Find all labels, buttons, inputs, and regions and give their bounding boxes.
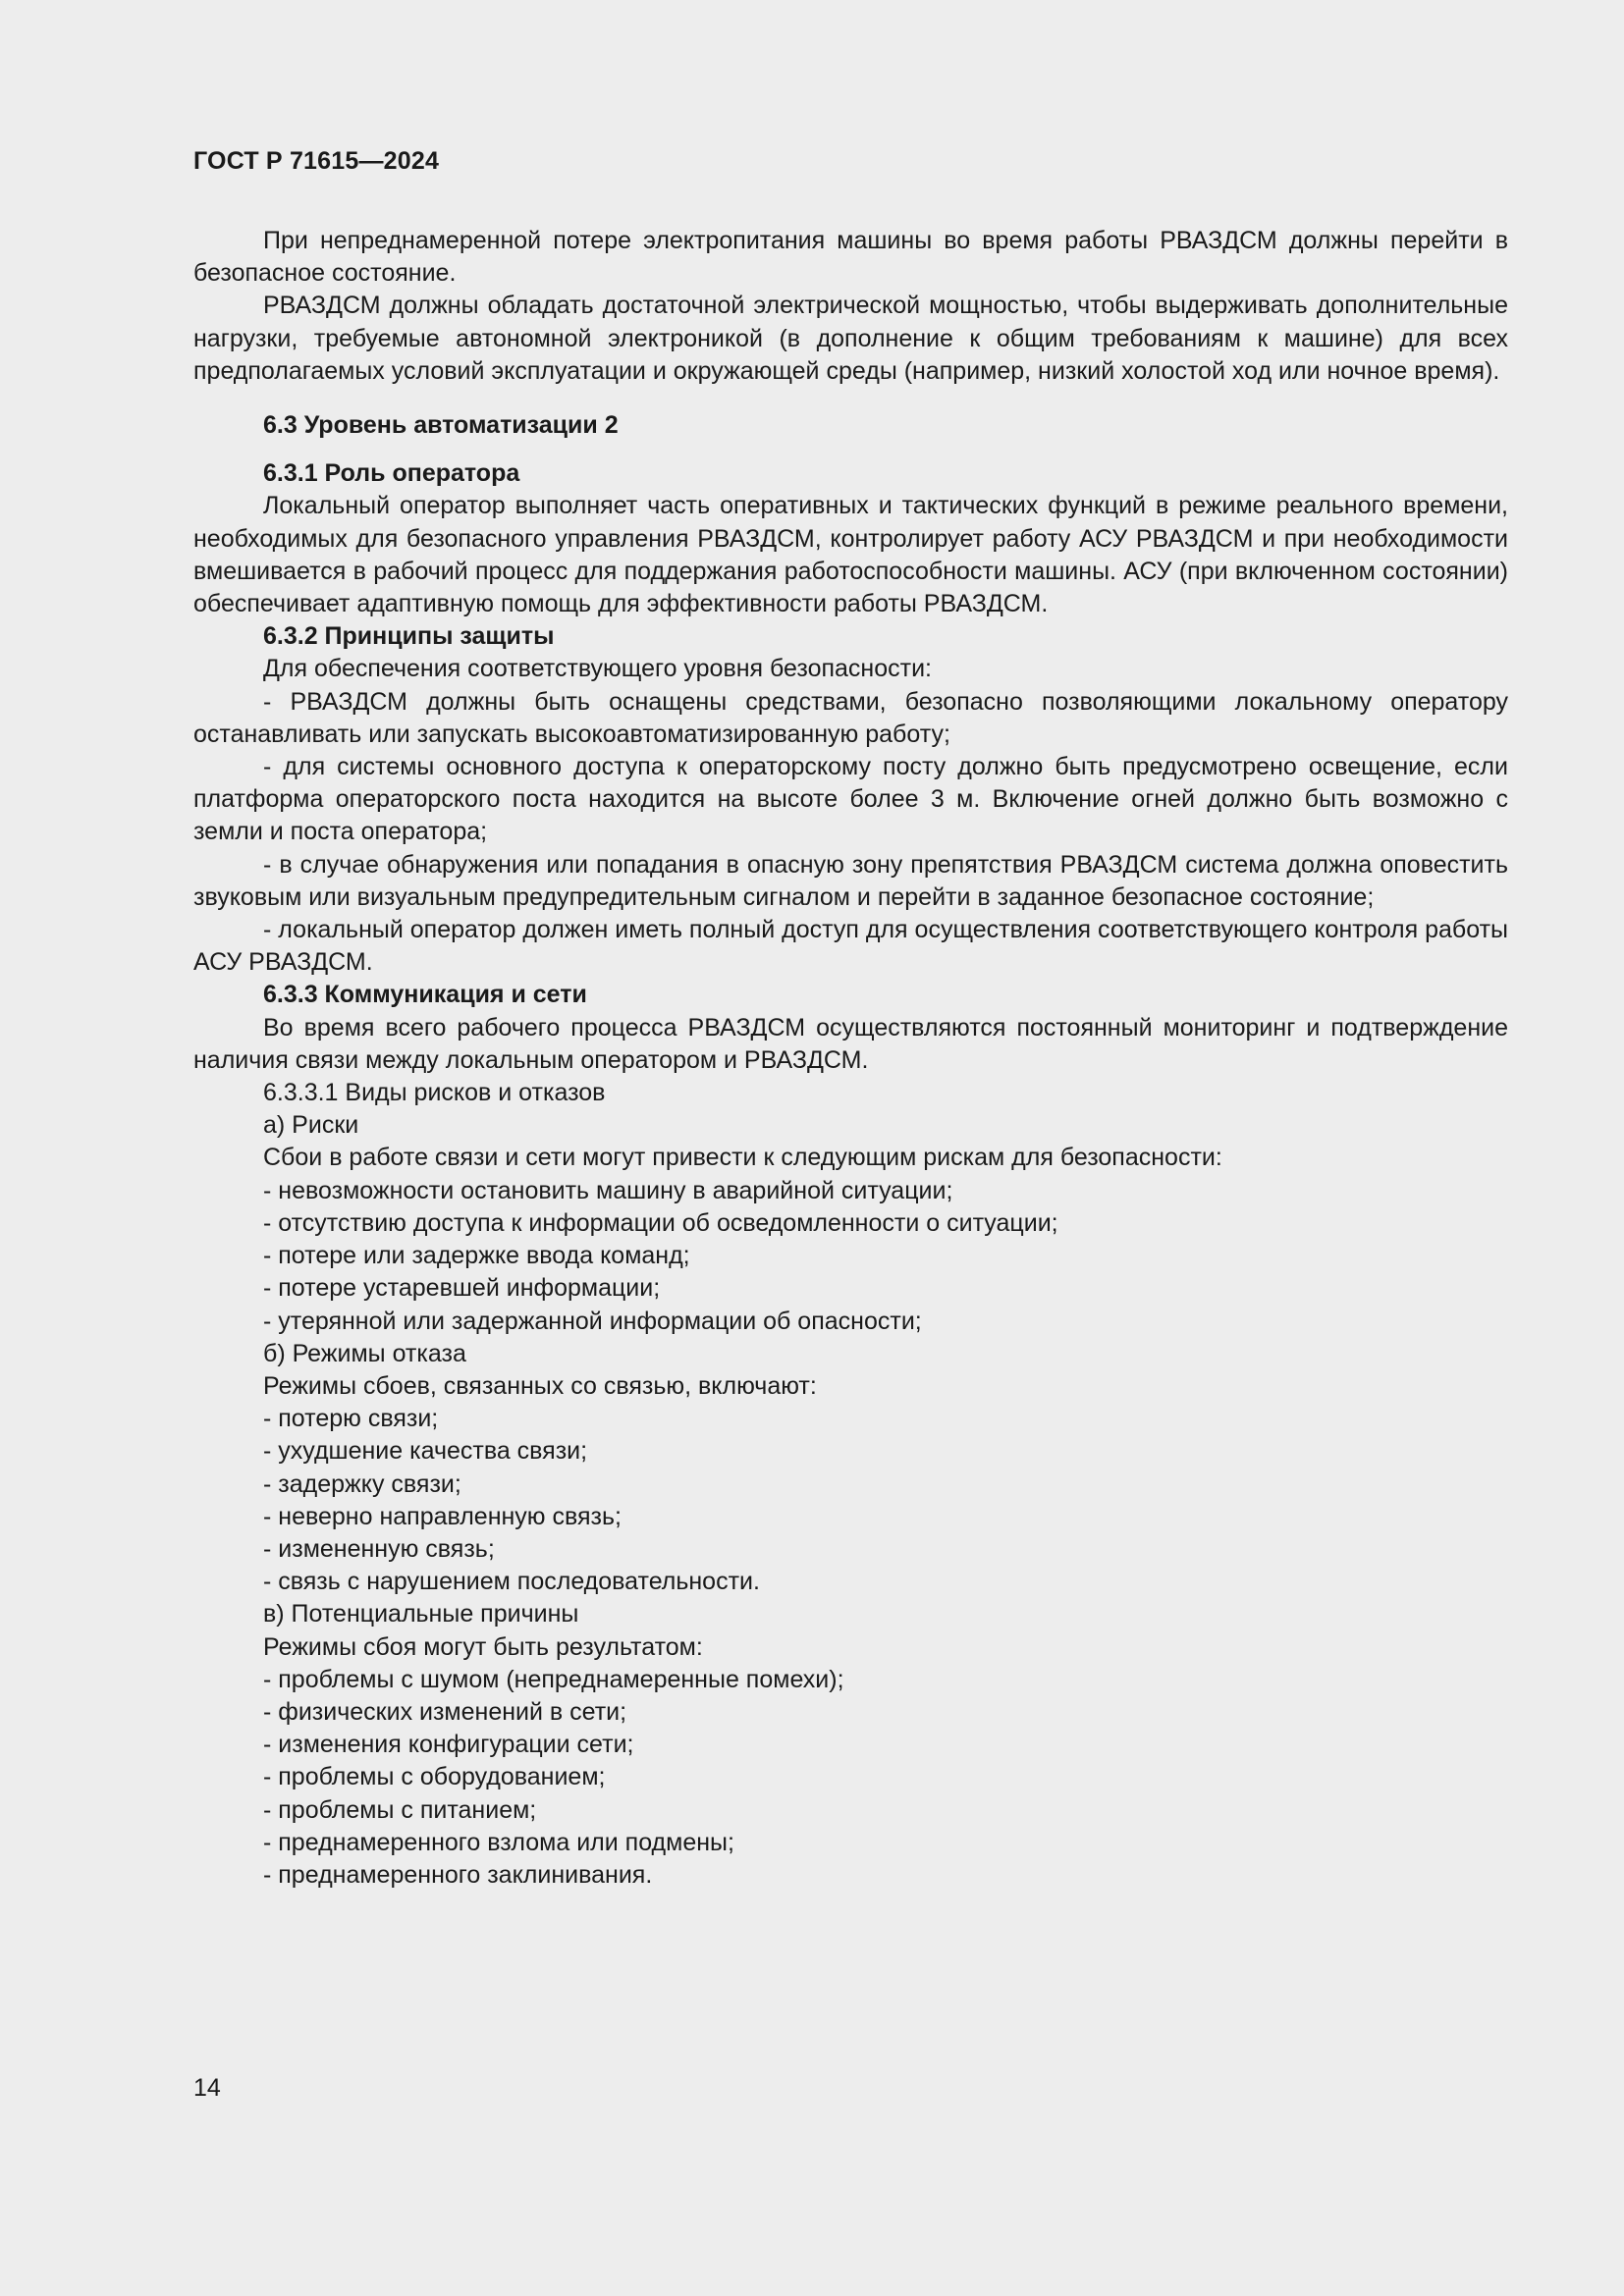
list-item: - потере или задержке ввода команд; [263,1242,690,1270]
list-item: - утерянной или задержанной информации об опасности; [263,1307,922,1335]
heading-6-3: 6.3 Уровень автоматизации 2 [263,411,619,440]
list-item: - ухудшение качества связи; [263,1437,588,1466]
list-item: - локальный оператор должен иметь полный доступ для осуществления соответствующего контроля работы АСУ РВАЗДСМ. [193,916,1508,977]
subheading-risks: а) Риски [263,1111,359,1140]
paragraph-risks-intro: Сбои в работе связи и сети могут привести к следующим рискам для безопасности: [263,1144,1222,1172]
page-number: 14 [193,2074,221,2102]
paragraph-protection-intro: Для обеспечения соответствующего уровня безопасности: [263,655,933,683]
list-item: - потерю связи; [263,1405,439,1433]
heading-6-3-3: 6.3.3 Коммуникация и сети [263,981,587,1009]
list-item: - проблемы с питанием; [263,1795,537,1824]
paragraph-operator-role: Локальный оператор выполняет часть оперативных и тактических функций в режиме реального времени, необходимых для безопасного управления РВАЗДСМ, контролирует работу АСУ РВАЗДСМ и при необходимости вмешивается в рабочий процесс для поддержания работоспособности машины. АСУ (при включенном состоянии) обеспечивает адаптивную помощь для эффективности работы РВАЗДСМ. [193,492,1508,618]
paragraph-power-loss: При непреднамеренной потере электропитания машины во время работы РВАЗДСМ должны перейти в безопасное состояние. [193,227,1508,288]
heading-6-3-1: 6.3.1 Роль оператора [263,459,520,488]
list-item: - изменения конфигурации сети; [263,1731,634,1759]
list-item: - физических изменений в сети; [263,1697,627,1726]
document-body [193,225,1508,1892]
list-item: - отсутствию доступа к информации об осведомленности о ситуации; [263,1208,1058,1237]
list-item: - проблемы с шумом (непреднамеренные помехи); [263,1665,844,1693]
list-item: - проблемы с оборудованием; [263,1763,606,1791]
heading-6-3-3-1: 6.3.3.1 Виды рисков и отказов [263,1079,606,1107]
heading-6-3-2: 6.3.2 Принципы защиты [263,622,555,651]
document-header-id: ГОСТ Р 71615—2024 [193,147,440,175]
list-item: - задержку связи; [263,1469,461,1498]
list-item: - измененную связь; [263,1534,495,1563]
paragraph-failure-intro: Режимы сбоев, связанных со связью, включают: [263,1371,817,1400]
list-item: - невозможности остановить машину в аварийной ситуации; [263,1176,953,1204]
subheading-failure-modes: б) Режимы отказа [263,1339,466,1367]
paragraph-electrical-power: РВАЗДСМ должны обладать достаточной электрической мощностью, чтобы выдерживать дополнительные нагрузки, требуемые автономной электроникой (в дополнение к общим требованиям к машине) для всех предполагаемых условий эксплуатации и окружающей среды (например, низкий холостой ход или ночное время). [193,292,1508,385]
list-item: - РВАЗДСМ должны быть оснащены средствами, безопасно позволяющими локальному оператору останавливать или запускать высокоавтоматизированную работу; [193,687,1508,748]
list-item: - в случае обнаружения или попадания в опасную зону препятствия РВАЗДСМ система должна оповестить звуковым или визуальным предупредительным сигналом и перейти в заданное безопасное состояние; [193,850,1508,911]
list-item: - преднамеренного взлома или подмены; [263,1828,734,1856]
list-item: - неверно направленную связь; [263,1502,622,1530]
list-item: - связь с нарушением последовательности. [263,1568,760,1596]
subheading-causes: в) Потенциальные причины [263,1600,579,1629]
list-item: - преднамеренного заклинивания. [263,1860,653,1889]
paragraph-causes-intro: Режимы сбоя могут быть результатом: [263,1632,703,1661]
list-item: - потере устаревшей информации; [263,1274,661,1303]
paragraph-communication: Во время всего рабочего процесса РВАЗДСМ осуществляются постоянный мониторинг и подтверждение наличия связи между локальным оператором и РВАЗДСМ. [193,1013,1508,1074]
list-item: - для системы основного доступа к операторскому посту должно быть предусмотрено освещение, если платформа операторского поста находится на высоте более 3 м. Включение огней должно быть возможно с земли и поста оператора; [193,753,1508,846]
